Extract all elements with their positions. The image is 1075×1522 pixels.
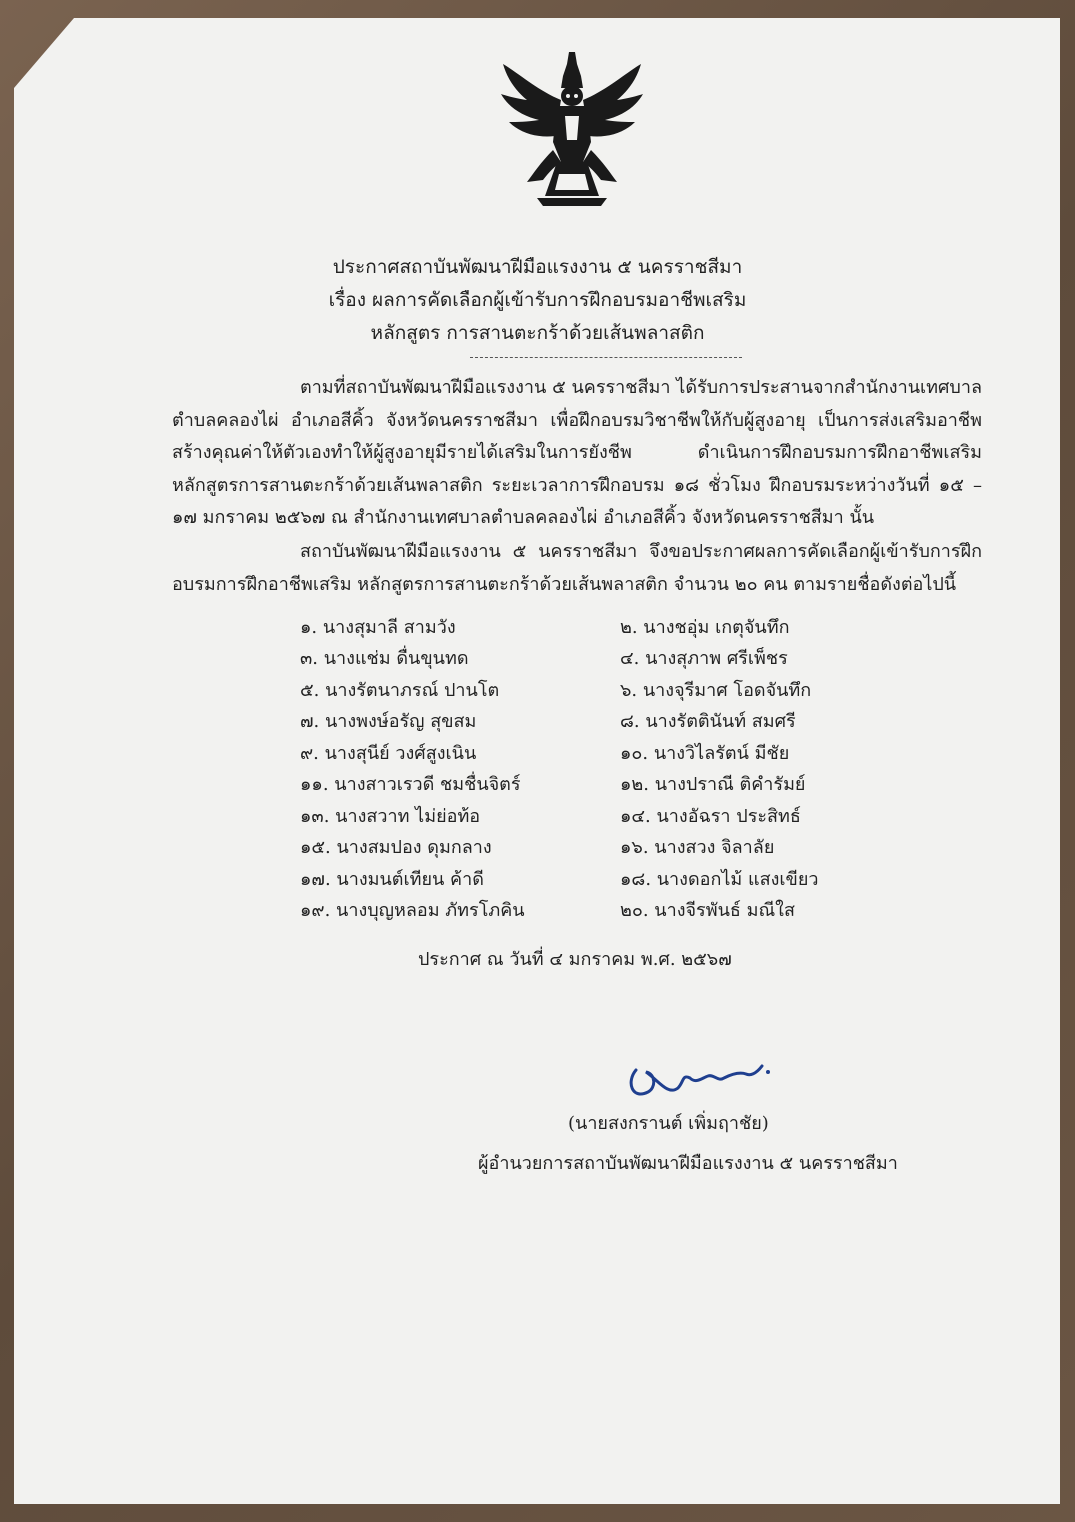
signature-icon — [622, 1048, 782, 1108]
announcement-title: ประกาศสถาบันพัฒนาฝีมือแรงงาน ๕ นครราชสีมา — [332, 256, 743, 278]
signer-position: ผู้อำนวยการสถาบันพัฒนาฝีมือแรงงาน ๕ นครราชสีมา — [478, 1153, 898, 1174]
participant-name: ๑๑. นางสาวเรวดี ชมชื่นจิตร์ — [300, 774, 521, 795]
participant-name: ๑๘. นางดอกไม้ แสงเขียว — [620, 869, 819, 890]
participant-list — [0, 612, 1075, 932]
participant-name: ๕. นางรัตนาภรณ์ ปานโต — [300, 680, 500, 701]
participant-name: ๑๓. นางสวาท ไม่ย่อท้อ — [300, 806, 481, 827]
participant-name: ๑๒. นางปราณี ติคำรัมย์ — [620, 774, 806, 795]
participant-name: ๘. นางรัตตินันท์ สมศรี — [620, 711, 796, 732]
participant-name: ๑๔. นางอัฉรา ประสิทธ์ — [620, 806, 801, 827]
body-paragraph-1: ตามที่สถาบันพัฒนาฝีมือแรงงาน ๕ นครราชสีมา ได้รับการประสานจากสำนักงานเทศบาลตำบลคลองไผ่ อำเภอสีคิ้ว จังหวัดนครราชสีมา เพื่อฝึกอบรมวิชาชีพให้กับผู้สูงอายุ เป็นการส่งเสริมอาชีพ สร้างคุณค่าให้ตัวเองทำให้ผู้สูงอายุมีรายได้เสริมในการยังชีพ ดำเนินการฝึกอบรมการฝึกอาชีพเสริม หลักสูตรการสานตะกร้าด้วยเส้นพลาสติก ระยะเวลาการฝึกอบรม ๑๘ ชั่วโมง ฝึกอบรมระหว่างวันที่ ๑๕ – ๑๗ มกราคม ๒๕๖๗ ณ สำนักงานเทศบาลตำบลคลองไผ่ อำเภอสีคิ้ว จังหวัดนครราชสีมา นั้น — [172, 377, 982, 528]
announcement-date: ประกาศ ณ วันที่ ๔ มกราคม พ.ศ. ๒๕๖๗ — [418, 949, 732, 970]
body-paragraph-2: สถาบันพัฒนาฝีมือแรงงาน ๕ นครราชสีมา จึงขอประกาศผลการคัดเลือกผู้เข้ารับการฝึกอบรมการฝึกอาชีพเสริม หลักสูตรการสานตะกร้าด้วยเส้นพลาสติก จำนวน ๒๐ คน ตามรายชื่อดังต่อไปนี้ — [172, 541, 982, 595]
participant-name: ๒. นางชอุ่ม เกตุจันทึก — [620, 617, 790, 638]
announcement-subject: เรื่อง ผลการคัดเลือกผู้เข้ารับการฝึกอบรมอาชีพเสริม — [328, 289, 747, 311]
header-divider — [470, 357, 742, 358]
participant-name: ๙. นางสุนีย์ วงศ์สูงเนิน — [300, 743, 477, 764]
participant-name: ๑๐. นางวิไลรัตน์ มีชัย — [620, 743, 790, 764]
garuda-emblem-icon — [497, 50, 647, 210]
participant-name: ๑๖. นางสวง จิลาลัย — [620, 837, 775, 858]
participant-name: ๑๙. นางบุญหลอม ภัทรโภคิน — [300, 900, 525, 921]
announcement-course: หลักสูตร การสานตะกร้าด้วยเส้นพลาสติก — [370, 322, 705, 344]
participant-name: ๔. นางสุภาพ ศรีเพ็ชร — [620, 648, 788, 669]
participant-name: ๑๗. นางมนต์เทียน ค้าดี — [300, 869, 484, 890]
participant-name: ๓. นางแช่ม ดื่นขุนทด — [300, 648, 469, 669]
participant-name: ๑๕. นางสมปอง ดุมกลาง — [300, 837, 492, 858]
participant-name: ๖. นางจุรีมาศ โอดจันทึก — [620, 680, 812, 701]
participant-name: ๑. นางสุมาลี สามวัง — [300, 617, 456, 638]
signer-name: (นายสงกรานต์ เพิ่มฤาชัย) — [568, 1113, 769, 1134]
participant-name: ๒๐. นางจีรพันธ์ มณีใส — [620, 900, 795, 921]
participant-name: ๗. นางพงษ์อรัญ สุขสม — [300, 711, 477, 732]
